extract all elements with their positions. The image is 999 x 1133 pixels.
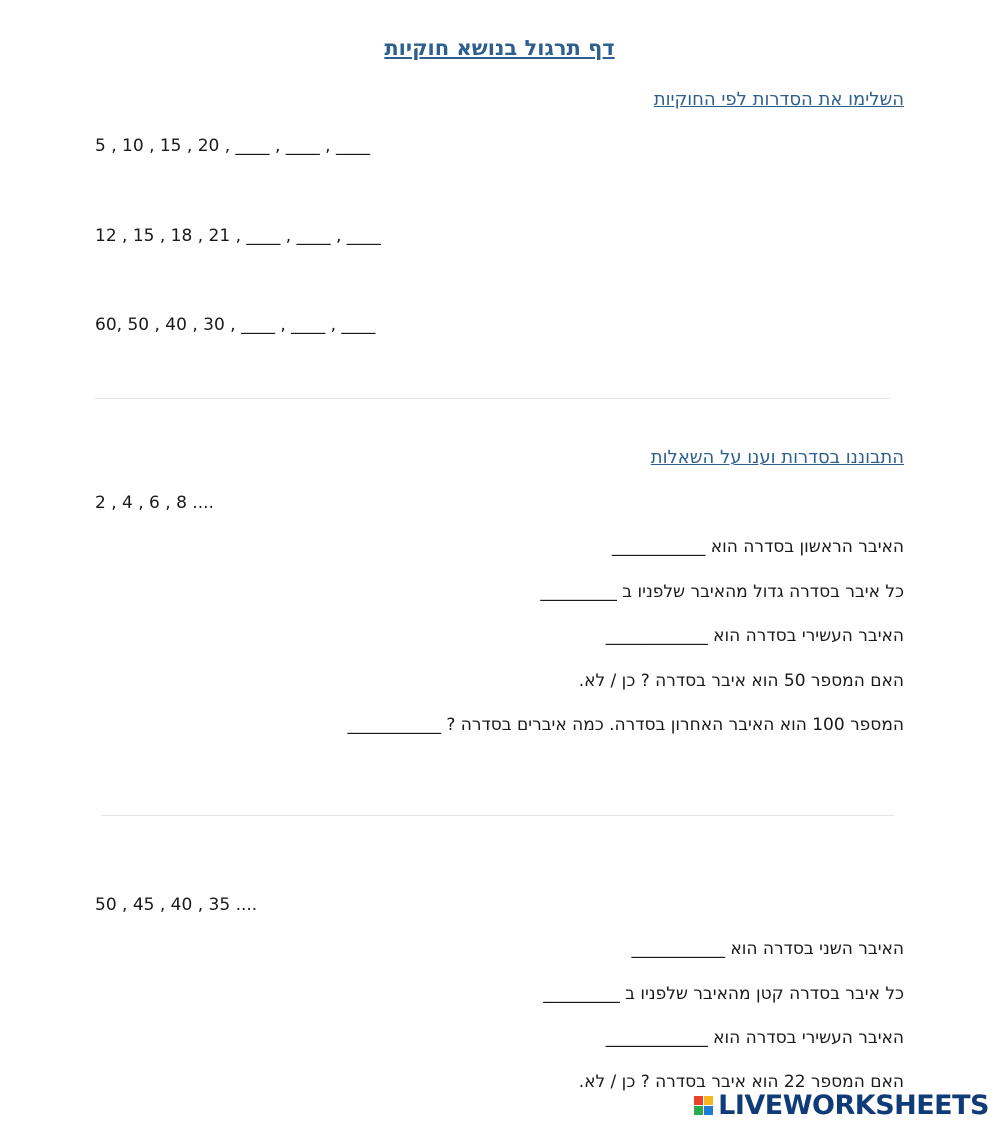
question-member-22: האם המספר 22 הוא איבר בסדרה ? כן / לא. <box>578 1072 904 1092</box>
question-difference: כל איבר בסדרה גדול מהאיבר שלפניו ב _________ <box>540 582 904 602</box>
question-difference: כל איבר בסדרה קטן מהאיבר שלפניו ב _________ <box>543 984 904 1004</box>
question-count-terms: המספר 100 הוא האיבר האחרון בסדרה. כמה איברים בסדרה ? ___________ <box>347 715 904 735</box>
question-second-term: האיבר השני בסדרה הוא ___________ <box>631 939 904 959</box>
section1-heading: השלימו את הסדרות לפי החוקיות <box>653 89 904 110</box>
question-first-term: האיבר הראשון בסדרה הוא ___________ <box>611 537 904 557</box>
sequence-2: 12 , 15 , 18 , 21 , ____ , ____ , ____ <box>95 226 381 246</box>
logo-mark-icon <box>694 1096 713 1115</box>
liveworksheets-logo <box>694 1090 989 1121</box>
question-member-50: האם המספר 50 הוא איבר בסדרה ? כן / לא. <box>578 671 904 691</box>
section3-sequence: 50 , 45 , 40 , 35 .... <box>95 895 258 915</box>
section2-sequence: 2 , 4 , 6 , 8 .... <box>95 493 214 513</box>
question-tenth-term: האיבר העשירי בסדרה הוא ____________ <box>605 626 904 646</box>
page-title: דף תרגול בנושא חוקיות <box>384 36 615 60</box>
sequence-3: 60, 50 , 40 , 30 , ____ , ____ , ____ <box>95 315 376 335</box>
sequence-1: 5 , 10 , 15 , 20 , ____ , ____ , ____ <box>95 136 370 156</box>
divider <box>101 815 895 816</box>
section2-heading: התבוננו בסדרות וענו על השאלות <box>650 447 904 468</box>
question-tenth-term: האיבר העשירי בסדרה הוא ____________ <box>605 1028 904 1048</box>
divider <box>95 398 890 399</box>
logo-text: LIVEWORKSHEETS <box>718 1090 989 1121</box>
